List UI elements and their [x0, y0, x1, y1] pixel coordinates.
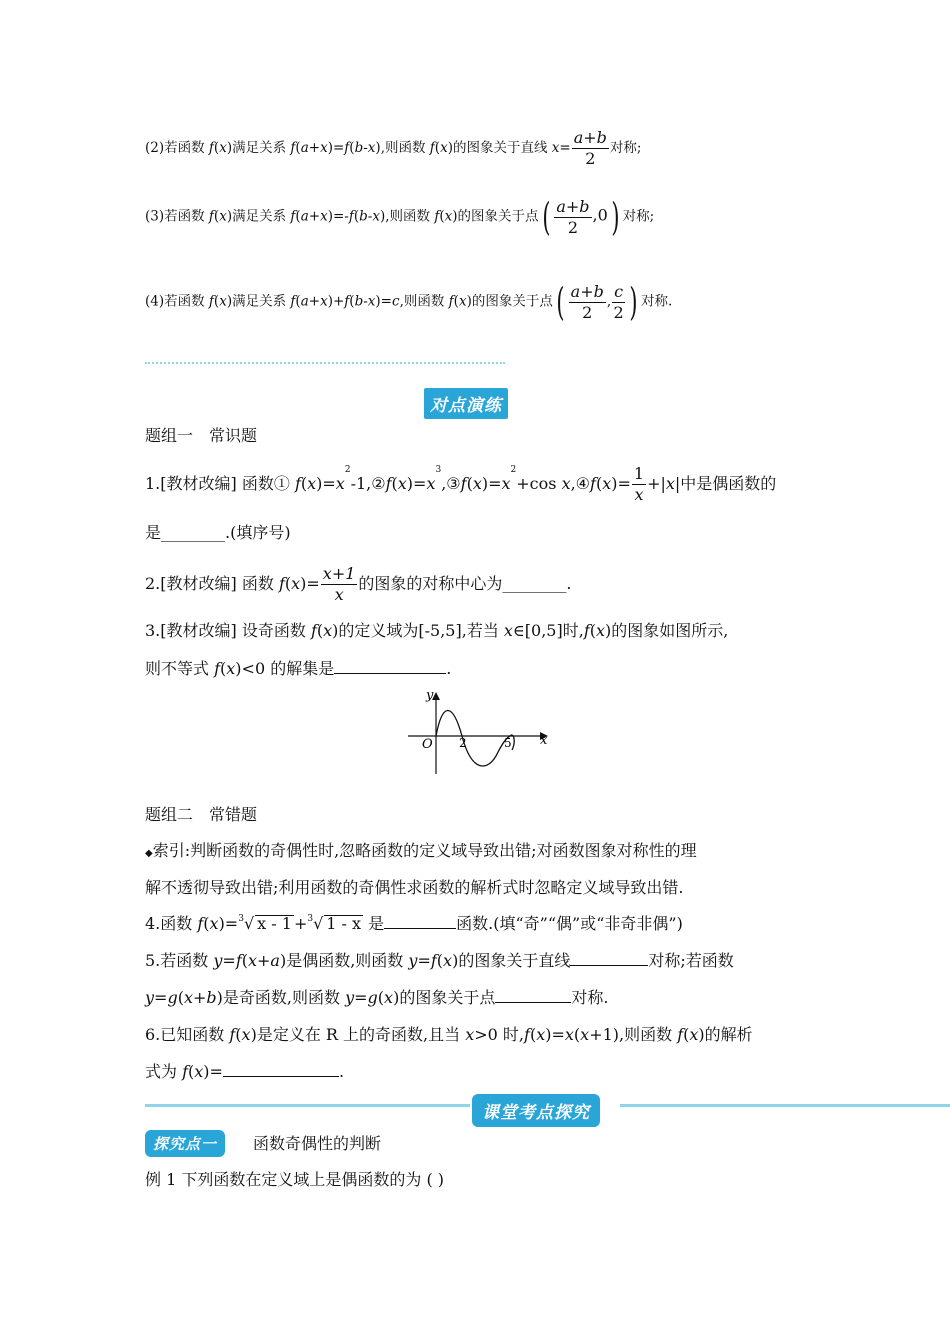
- graph-origin-label: O: [422, 737, 433, 752]
- question-1-line2: 是________.(填序号): [145, 523, 291, 542]
- explore-title: 函数奇偶性的判断: [253, 1134, 382, 1153]
- diamond-bullet-icon: ◆: [145, 848, 153, 859]
- graph-tick-5: 5: [504, 736, 512, 750]
- index-line-2: 解不透彻导致出错;利用函数的奇偶性求函数的解析式时忽略定义域导致出错.: [145, 878, 684, 897]
- example-1: 例 1 下列函数在定义域上是偶函数的为 ( ): [145, 1170, 445, 1189]
- group1-title: 题组一 常识题: [145, 426, 258, 445]
- graph-x-label: x: [540, 733, 548, 748]
- explore-badge: 探究点一: [145, 1130, 225, 1157]
- rule-3: (3)若函数 f(x)满足关系 f(a+x)=-f(b-x),则函数 f(x)的图象关于点( $\frac{a+b}{2}$ ,0) 对称;: [145, 195, 655, 239]
- rule-2: (2)若函数 f(x)满足关系 f(a+x)=f(b-x),则函数 f(x)的图象关于直线 x= $\frac{a+b}{2}$ 对称;: [145, 128, 642, 168]
- rule-4: (4)若函数 f(x)满足关系 f(a+x)+f(b-x)=c,则函数 f(x)的图象关于点( $\frac{a+b}{2}$ , $\frac{c}{2}$ ) 对称.: [145, 280, 673, 324]
- question-5: 5.若函数 y=f(x+a)是偶函数,则函数 y=f(x)的图象关于直线 对称;若函数: [145, 951, 734, 970]
- question-1: 1.[教材改编] 函数① $f(x)=x^2-1,②f(x)=x^3,③f(x)=x^2+\cos$ x,④f(x)= $\frac{1}{x}$ +|x|中是偶函数的: [145, 464, 777, 504]
- index-line-1: ◆索引:判断函数的奇偶性时,忽略函数的定义域导致出错;对函数图象对称性的理: [145, 841, 697, 860]
- question-6: 6.已知函数 f(x)是定义在 R 上的奇函数,且当 x>0 时,f(x)=x(x+1),则函数 f(x)的解析: [145, 1025, 753, 1044]
- fraction-a-plus-b-over-2: $\frac{a+b}{2}$: [573, 128, 607, 168]
- section-rule-left: [145, 1104, 470, 1107]
- question-3-line2: 则不等式 f(x)<0 的解集是 .: [145, 659, 452, 678]
- question-5-line2: y=g(x+b)是奇函数,则函数 y=g(x)的图象关于点 对称.: [145, 988, 609, 1007]
- question-6-line2: 式为 f(x)= .: [145, 1062, 345, 1081]
- question-2: 2.[教材改编] 函数 f(x)= $\frac{x+1}{x}$ 的图象的对称中心为________.: [145, 564, 572, 604]
- dotted-separator: [145, 362, 505, 364]
- question-4: 4.函数 f(x)=$^3$√ x - 1 +$^3$√ 1 - x 是 函数.(填“奇”“偶”或“非奇非偶”): [145, 914, 683, 933]
- function-graph: [400, 686, 560, 778]
- section-badge: 课堂考点探究: [472, 1094, 600, 1127]
- graph-tick-2: 2: [459, 736, 467, 750]
- group2-title: 题组二 常错题: [145, 805, 258, 824]
- section-rule-right: [620, 1104, 950, 1107]
- question-3: 3.[教材改编] 设奇函数 f(x)的定义域为[-5,5],若当 x∈[0,5]时,f(x)的图象如图所示,: [145, 621, 729, 640]
- graph-y-label: y: [426, 688, 434, 703]
- practice-badge: 对点演练: [424, 388, 508, 419]
